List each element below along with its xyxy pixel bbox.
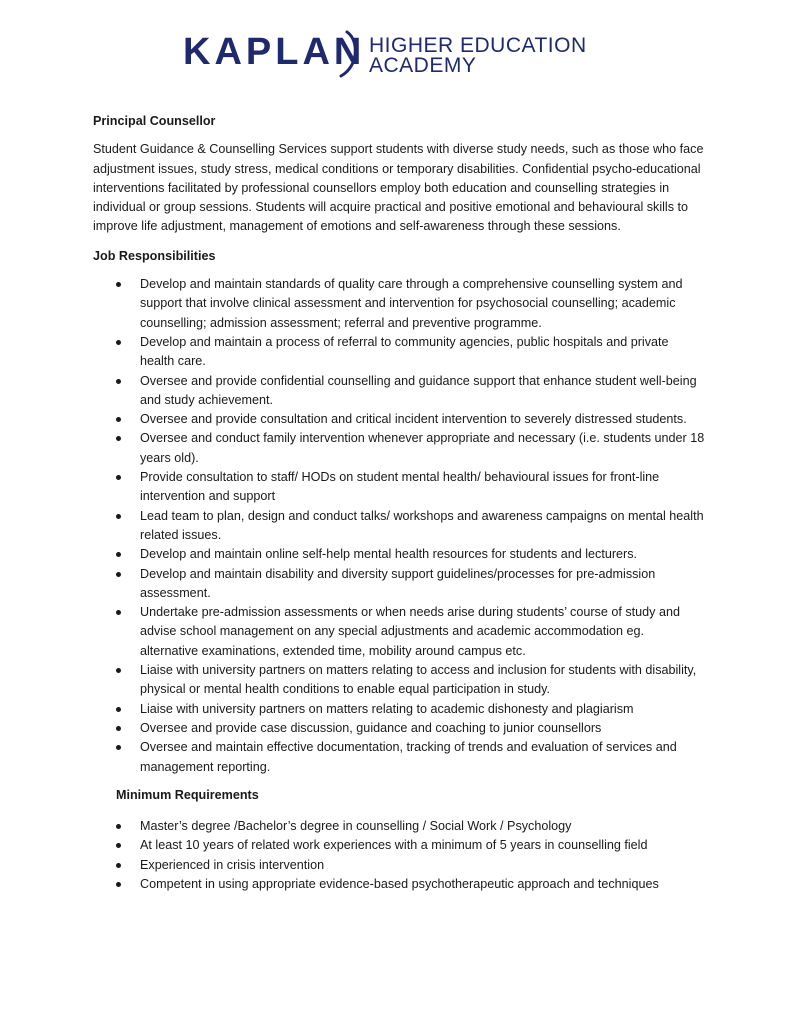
bullet-icon bbox=[116, 707, 121, 712]
requirement-item bbox=[93, 817, 705, 836]
list-item-text: Oversee and provide case discussion, guidance and coaching to junior counsellors bbox=[140, 720, 602, 735]
responsibility-item bbox=[93, 333, 705, 372]
responsibility-item bbox=[93, 603, 705, 661]
bullet-icon bbox=[116, 668, 121, 673]
responsibility-item bbox=[93, 372, 705, 411]
requirements-heading: Minimum Requirements bbox=[116, 787, 259, 802]
logo-brand-text: KAPLAN bbox=[183, 31, 366, 73]
list-item-text: Develop and maintain standards of quality care through a comprehensive counselling system and support that involve clinical assessment and intervention for psychosocial counselling; academic counselling; admission assessment; referral and preventive programme. bbox=[140, 277, 683, 330]
responsibility-item bbox=[93, 507, 705, 546]
bullet-icon bbox=[116, 745, 121, 750]
responsibility-item bbox=[93, 275, 705, 333]
list-item-text: Develop and maintain a process of referral to community agencies, public hospitals and private health care. bbox=[140, 334, 669, 369]
list-item-text: Oversee and provide confidential counselling and guidance support that enhance student well-being and study achievement. bbox=[140, 373, 697, 407]
responsibility-item bbox=[93, 410, 705, 429]
document-body bbox=[93, 112, 705, 894]
kaplan-logo bbox=[181, 26, 591, 82]
list-item-text: Oversee and conduct family intervention whenever appropriate and necessary (i.e. students under 18 years old). bbox=[140, 431, 705, 465]
list-item-text: Master’s degree /Bachelor’s degree in counselling / Social Work / Psychology bbox=[140, 819, 572, 834]
list-item-text: Oversee and provide consultation and critical incident intervention to severely distressed students. bbox=[140, 412, 687, 427]
responsibility-item bbox=[93, 468, 705, 507]
list-item-text: Undertake pre-admission assessments or when needs arise during students’ course of study and advise school management on any special adjustments and academic accommodation eg. alternative examinations, extended time, mobility around campus etc. bbox=[140, 605, 680, 658]
list-item-text: Develop and maintain disability and diversity support guidelines/processes for pre-admission assessment. bbox=[140, 566, 656, 600]
kaplan-wordmark bbox=[181, 26, 366, 82]
requirements-list bbox=[93, 817, 705, 894]
logo-subtitle-line1: HIGHER EDUCATION bbox=[369, 34, 587, 57]
bullet-icon bbox=[116, 340, 121, 345]
list-item-text: Provide consultation to staff/ HODs on student mental health/ behavioural issues for front-line intervention and support bbox=[140, 470, 660, 504]
bullet-icon bbox=[116, 726, 121, 731]
bullet-icon bbox=[116, 436, 121, 441]
bullet-icon bbox=[116, 379, 121, 384]
list-item-text: Liaise with university partners on matters relating to access and inclusion for students with disability, physical or mental health conditions to enable equal participation in study. bbox=[140, 663, 697, 697]
logo-subtitle-line2: ACADEMY bbox=[369, 54, 477, 77]
responsibility-item bbox=[93, 661, 705, 700]
responsibilities-list bbox=[93, 275, 705, 777]
responsibility-item bbox=[93, 719, 705, 738]
responsibility-item bbox=[93, 700, 705, 719]
bullet-icon bbox=[116, 282, 121, 287]
bullet-icon bbox=[116, 572, 121, 577]
list-item-text: Develop and maintain online self-help mental health resources for students and lecturers. bbox=[140, 547, 638, 562]
responsibility-item bbox=[93, 545, 705, 564]
list-item-text: At least 10 years of related work experiences with a minimum of 5 years in counselling field bbox=[140, 838, 648, 853]
bullet-icon bbox=[116, 514, 121, 519]
responsibility-item bbox=[93, 429, 705, 468]
bullet-icon bbox=[116, 824, 121, 829]
bullet-icon bbox=[116, 882, 121, 887]
responsibility-item bbox=[93, 738, 705, 777]
bullet-icon bbox=[116, 475, 121, 480]
requirement-item bbox=[93, 836, 705, 855]
intro-paragraph: Student Guidance & Counselling Services support students with diverse study needs, such as those who face adjustment issues, study stress, medical conditions or temporary disabilities. Confidential psycho-educational interventions facilitated by professional counsellors employ both education and counselling strategies in individual or group sessions. Students will acquire practical and positive emotional and behavioural skills to improve life adjustment, management of emotions and self-awareness through these sessions. bbox=[93, 142, 704, 234]
list-item-text: Experienced in crisis intervention bbox=[140, 857, 325, 872]
requirement-item bbox=[93, 875, 705, 894]
page-title: Principal Counsellor bbox=[93, 114, 216, 128]
bullet-icon bbox=[116, 863, 121, 868]
requirement-item bbox=[93, 856, 705, 875]
bullet-icon bbox=[116, 610, 121, 615]
responsibilities-heading: Job Responsibilities bbox=[93, 248, 216, 263]
responsibility-item bbox=[93, 565, 705, 604]
list-item-text: Lead team to plan, design and conduct talks/ workshops and awareness campaigns on mental health related issues. bbox=[140, 508, 704, 542]
logo-swoosh-icon bbox=[181, 26, 366, 82]
bullet-icon bbox=[116, 417, 121, 422]
bullet-icon bbox=[116, 843, 121, 848]
list-item-text: Oversee and maintain effective documentation, tracking of trends and evaluation of services and management reporting. bbox=[140, 740, 677, 774]
bullet-icon bbox=[116, 552, 121, 557]
list-item-text: Competent in using appropriate evidence-based psychotherapeutic approach and techniques bbox=[140, 876, 659, 891]
logo-subtitle bbox=[369, 36, 587, 76]
list-item-text: Liaise with university partners on matters relating to academic dishonesty and plagiarism bbox=[140, 701, 634, 716]
